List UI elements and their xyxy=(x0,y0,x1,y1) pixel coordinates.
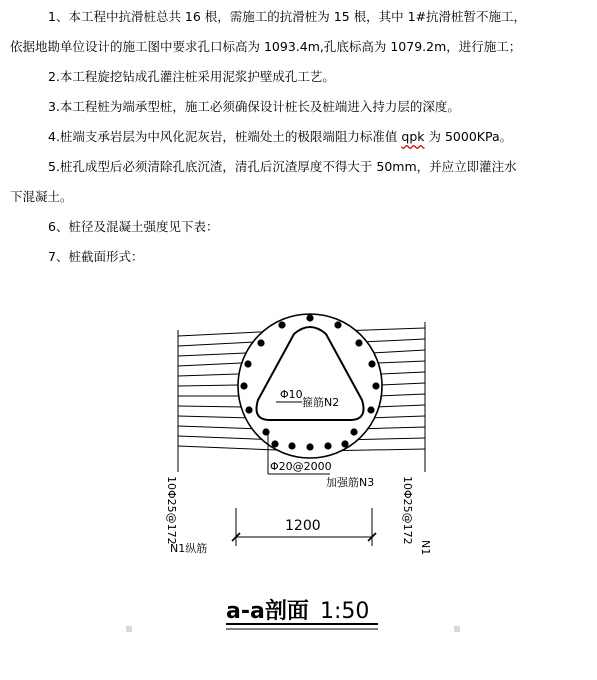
hoop-name: 箍筋N2 xyxy=(302,396,340,409)
longitudinal-rebar-name: N1纵筋 xyxy=(170,542,208,555)
note-item-1-line-2: 依据地勘单位设计的施工图中要求孔口标高为 1093.4m,孔底标高为 1079.2m，进行施工； xyxy=(10,39,522,54)
section-title: a-a剖面 xyxy=(226,599,309,624)
section-scale: 1:50 xyxy=(320,599,370,624)
right-rebar-spec: 10Φ25@172 xyxy=(401,476,414,545)
strengthen-name: 加强筋N3 xyxy=(326,476,375,489)
scan-mark-left xyxy=(126,626,132,632)
note-item-2: 2.本工程旋挖钻成孔灌注桩采用泥浆护壁成孔工艺。 xyxy=(48,69,335,84)
diameter-value: 1200 xyxy=(285,518,321,534)
hoop-label: Φ10 xyxy=(280,388,303,401)
note-item-1-line-1: 1、本工程中抗滑桩总共 16 根，需施工的抗滑桩为 15 根，其中 1#抗滑桩暂不施工， xyxy=(48,9,527,24)
note-item-4-after: 为 5000KPa。 xyxy=(424,129,513,144)
strengthen-label: Φ20@2000 xyxy=(270,460,332,473)
qpk-term: qpk xyxy=(401,129,425,144)
pile-outline xyxy=(238,314,382,458)
note-item-5-line-2: 下混凝土。 xyxy=(10,189,73,204)
right-mark: N1 xyxy=(419,540,432,556)
note-item-3: 3.本工程桩为端承型桩，施工必须确保设计桩长及桩端进入持力层的深度。 xyxy=(48,99,460,114)
note-item-5-line-1: 5.桩孔成型后必须清除孔底沉渣，清孔后沉渣厚度不得大于 50mm，并应立即灌注水 xyxy=(48,159,517,174)
note-item-7: 7、桩截面形式： xyxy=(48,249,144,264)
scan-mark-right xyxy=(454,626,460,632)
left-rebar-spec: 10Φ25@172 xyxy=(165,476,178,545)
note-item-4-before: 4.桩端支承岩层为中风化泥灰岩，桩端处土的极限端阻力标准值 xyxy=(48,129,402,144)
note-item-6: 6、桩径及混凝土强度见下表： xyxy=(48,219,219,234)
